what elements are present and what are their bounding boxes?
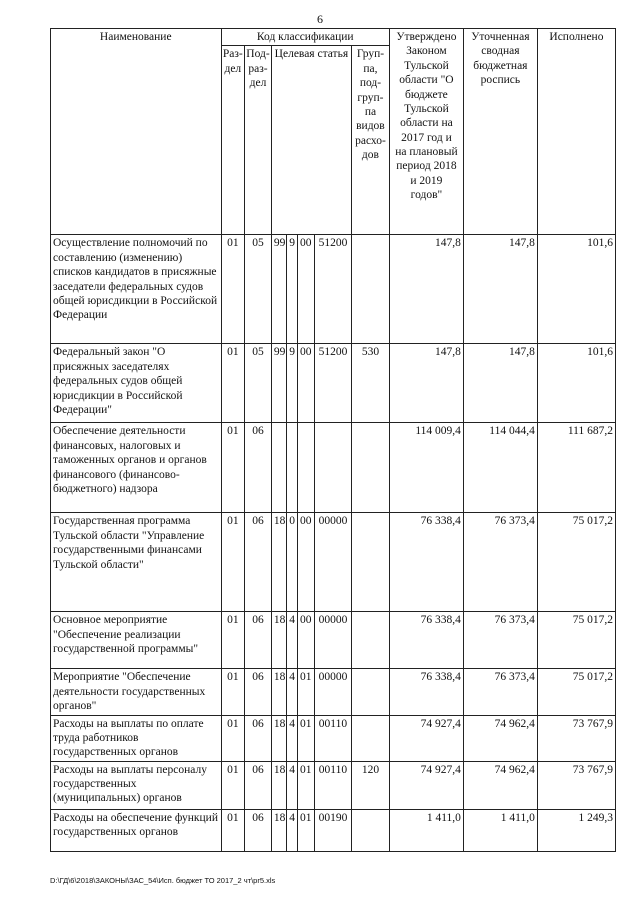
row-subprogram-code: 4 [287, 669, 297, 715]
row-executed: 111 687,2 [537, 423, 615, 513]
row-executed: 75 017,2 [537, 669, 615, 715]
row-name: Расходы на обеспечение функций государственных органов [51, 809, 222, 851]
row-approved: 114 009,4 [389, 423, 463, 513]
row-direction-code: 00110 [314, 761, 351, 809]
row-expense-group: 120 [351, 761, 389, 809]
row-expense-group [351, 612, 389, 669]
row-expense-group [351, 513, 389, 612]
row-name: Обеспечение деятельности финансовых, налоговых и таможенных органов и органов финансового (финансово-бюджетного) надзора [51, 423, 222, 513]
row-subsection: 06 [245, 612, 272, 669]
row-subprogram-code: 4 [287, 809, 297, 851]
row-approved: 76 338,4 [389, 612, 463, 669]
header-classification-code: Код классификации [221, 29, 389, 46]
row-activity-code: 01 [297, 669, 314, 715]
row-subprogram-code: 0 [287, 513, 297, 612]
row-direction-code: 00000 [314, 612, 351, 669]
table-row [51, 809, 616, 851]
row-subsection: 06 [245, 761, 272, 809]
row-program-code: 18 [271, 669, 286, 715]
row-section: 01 [221, 669, 245, 715]
file-path-footer: D:\ГД\6\2018\ЗАКОНЫ\ЗАС_54\Исп. бюджет ТО 2017_2 чт\pr5.xls [50, 876, 276, 885]
row-approved: 76 338,4 [389, 513, 463, 612]
row-subprogram-code: 9 [287, 235, 297, 344]
row-name: Осуществление полномочий по составлению (изменению) списков кандидатов в присяжные заседатели федеральных судов общей юрисдикции в Российской Федерации [51, 235, 222, 344]
row-program-code: 18 [271, 809, 286, 851]
header-section: Раз- дел [221, 46, 245, 235]
header-target-article: Целевая статья [271, 46, 351, 235]
row-subsection: 05 [245, 344, 272, 423]
row-activity-code: 00 [297, 344, 314, 423]
row-expense-group [351, 669, 389, 715]
row-subprogram-code: 4 [287, 761, 297, 809]
row-direction-code: 00190 [314, 809, 351, 851]
row-executed: 101,6 [537, 235, 615, 344]
row-name: Основное мероприятие "Обеспечение реализации государственной программы" [51, 612, 222, 669]
row-direction-code: 51200 [314, 235, 351, 344]
row-expense-group [351, 809, 389, 851]
row-program-code: 18 [271, 715, 286, 761]
row-subsection: 06 [245, 715, 272, 761]
row-direction-code: 00000 [314, 513, 351, 612]
row-executed: 73 767,9 [537, 715, 615, 761]
row-activity-code: 00 [297, 513, 314, 612]
row-approved: 147,8 [389, 235, 463, 344]
row-refined: 114 044,4 [463, 423, 537, 513]
row-section: 01 [221, 513, 245, 612]
table-row [51, 612, 616, 669]
row-activity-code: 01 [297, 809, 314, 851]
row-section: 01 [221, 612, 245, 669]
row-approved: 147,8 [389, 344, 463, 423]
table-row [51, 513, 616, 612]
row-program-code: 99 [271, 344, 286, 423]
table-row [51, 344, 616, 423]
header-executed: Исполнено [537, 29, 615, 235]
row-executed: 101,6 [537, 344, 615, 423]
row-section: 01 [221, 761, 245, 809]
table-row [51, 235, 616, 344]
row-refined: 76 373,4 [463, 669, 537, 715]
row-name: Расходы на выплаты по оплате труда работников государственных органов [51, 715, 222, 761]
row-activity-code: 00 [297, 235, 314, 344]
row-subsection: 05 [245, 235, 272, 344]
row-name: Мероприятие "Обеспечение деятельности государственных органов" [51, 669, 222, 715]
row-section: 01 [221, 235, 245, 344]
row-program-code: 18 [271, 513, 286, 612]
row-subsection: 06 [245, 669, 272, 715]
row-subprogram-code: 4 [287, 715, 297, 761]
table-row [51, 423, 616, 513]
row-approved: 76 338,4 [389, 669, 463, 715]
row-section: 01 [221, 423, 245, 513]
row-refined: 147,8 [463, 344, 537, 423]
row-refined: 76 373,4 [463, 513, 537, 612]
row-activity-code: 01 [297, 715, 314, 761]
row-activity-code: 01 [297, 761, 314, 809]
header-expense-group: Груп- па, под- груп- па видов расхо- дов [351, 46, 389, 235]
row-expense-group: 530 [351, 344, 389, 423]
row-expense-group [351, 715, 389, 761]
row-refined: 147,8 [463, 235, 537, 344]
row-subsection: 06 [245, 809, 272, 851]
row-section: 01 [221, 344, 245, 423]
row-refined: 74 962,4 [463, 761, 537, 809]
row-name: Государственная программа Тульской области "Управление государственными финансами Тульской области" [51, 513, 222, 612]
table-row [51, 715, 616, 761]
row-direction-code [314, 423, 351, 513]
row-approved: 74 927,4 [389, 715, 463, 761]
row-refined: 74 962,4 [463, 715, 537, 761]
row-expense-group [351, 423, 389, 513]
row-executed: 1 249,3 [537, 809, 615, 851]
row-executed: 73 767,9 [537, 761, 615, 809]
row-program-code: 18 [271, 612, 286, 669]
header-approved: Утверждено Законом Тульской области "О бюджете Тульской области на 2017 год и на плановый период 2018 и 2019 годов" [389, 29, 463, 235]
page-number: 6 [317, 12, 323, 26]
row-subprogram-code: 4 [287, 612, 297, 669]
table-row [51, 669, 616, 715]
row-approved: 74 927,4 [389, 761, 463, 809]
row-direction-code: 00000 [314, 669, 351, 715]
row-program-code: 18 [271, 761, 286, 809]
header-refined: Уточненная сводная бюджетная роспись [463, 29, 537, 235]
row-direction-code: 51200 [314, 344, 351, 423]
header-name: Наименование [51, 29, 222, 235]
row-name: Расходы на выплаты персоналу государственных (муниципальных) органов [51, 761, 222, 809]
row-refined: 76 373,4 [463, 612, 537, 669]
row-direction-code: 00110 [314, 715, 351, 761]
row-subprogram-code [287, 423, 297, 513]
row-subsection: 06 [245, 513, 272, 612]
table-row [51, 761, 616, 809]
row-program-code [271, 423, 286, 513]
row-section: 01 [221, 715, 245, 761]
row-section: 01 [221, 809, 245, 851]
row-program-code: 99 [271, 235, 286, 344]
row-activity-code [297, 423, 314, 513]
row-refined: 1 411,0 [463, 809, 537, 851]
row-subsection: 06 [245, 423, 272, 513]
row-approved: 1 411,0 [389, 809, 463, 851]
row-executed: 75 017,2 [537, 612, 615, 669]
header-subsection: Под- раз- дел [245, 46, 272, 235]
row-name: Федеральный закон "О присяжных заседателях федеральных судов общей юрисдикции в Российской Федерации" [51, 344, 222, 423]
row-subprogram-code: 9 [287, 344, 297, 423]
row-executed: 75 017,2 [537, 513, 615, 612]
row-activity-code: 00 [297, 612, 314, 669]
budget-table [50, 28, 616, 852]
row-expense-group [351, 235, 389, 344]
